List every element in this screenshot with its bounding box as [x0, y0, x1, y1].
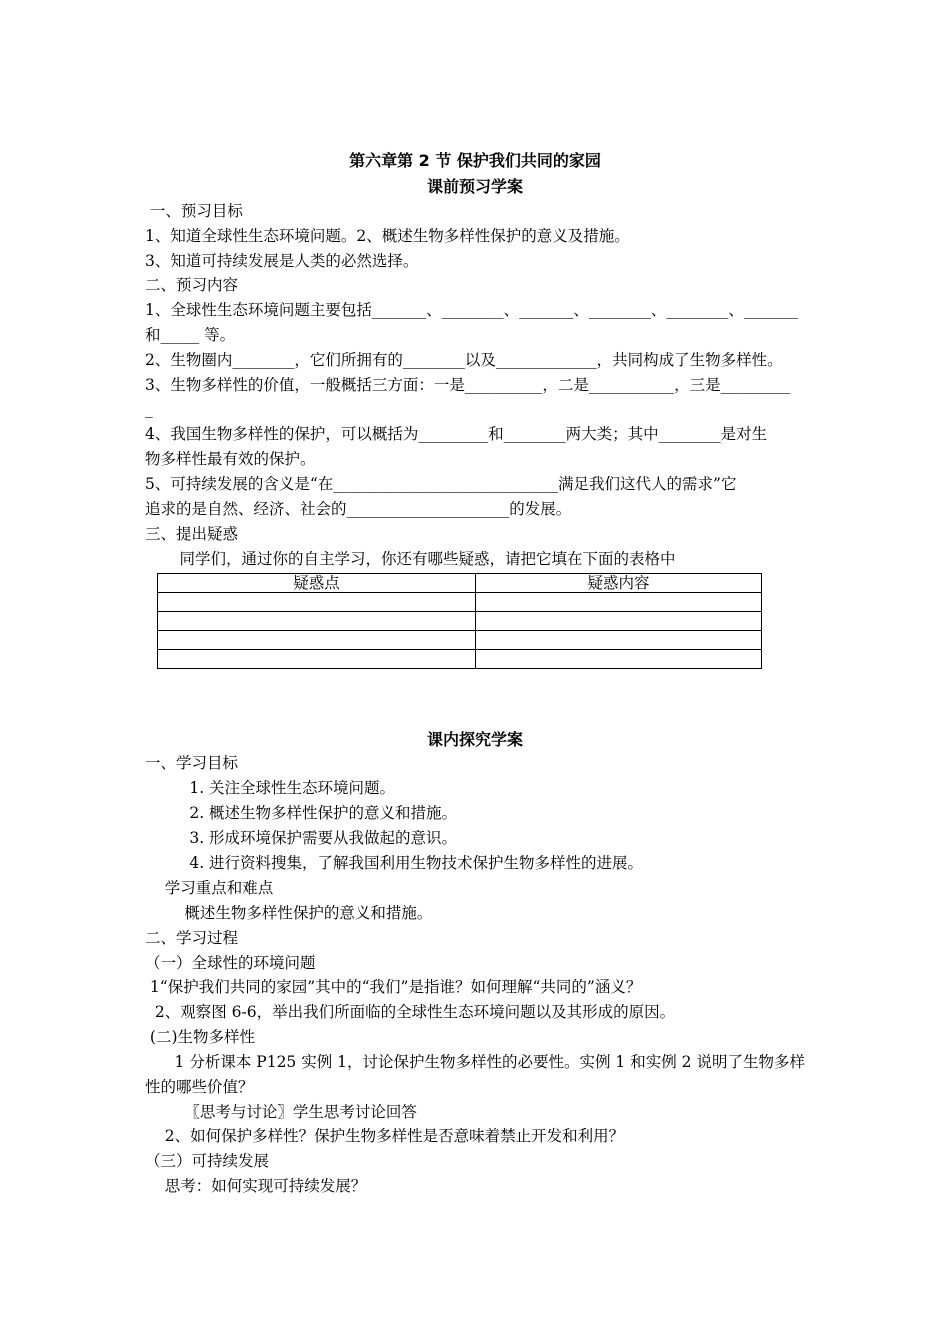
doubts-table: [157, 573, 762, 669]
preview-line: 一、预习目标: [145, 202, 243, 220]
inclass-line: 学习重点和难点: [145, 879, 274, 897]
preview-line: 追求的是自然、经济、社会的_____________________的发展。: [145, 500, 572, 518]
table-cell[interactable]: [476, 612, 762, 631]
table-header: 疑惑内容: [476, 574, 762, 593]
preview-line: 2、生物圈内________，它们所拥有的________以及_____________，共同构成了生物多样性。: [145, 351, 783, 369]
preview-line: 三、提出疑惑: [145, 525, 239, 543]
table-cell[interactable]: [476, 593, 762, 612]
table-row: [158, 631, 762, 650]
table-row: [158, 593, 762, 612]
inclass-line: 2、观察图 6-6，举出我们所面临的全球性生态环境问题以及其形成的原因。: [145, 1003, 676, 1021]
inclass-line: （一）全球性的环境问题: [145, 954, 316, 972]
inclass-subtitle: 课内探究学案: [426, 730, 523, 749]
inclass-line: 二、学习过程: [145, 929, 239, 947]
preview-line: 二、预习内容: [145, 276, 239, 294]
table-header-row: [158, 574, 762, 593]
table-header: 疑惑点: [158, 574, 476, 593]
table-cell[interactable]: [158, 631, 476, 650]
preview-line: 4、我国生物多样性的保护，可以概括为_________和________两大类；其中________是对生: [145, 425, 768, 443]
table-cell[interactable]: [476, 631, 762, 650]
preview-line: 3、知道可持续发展是人类的必然选择。: [145, 252, 419, 270]
preview-line: 物多样性最有效的保护。: [145, 450, 316, 468]
preview-line: 5、可持续发展的含义是“在_____________________________满足我们这代人的需求”它: [145, 475, 737, 493]
inclass-line: 一、学习目标: [145, 754, 239, 772]
inclass-line: 2、如何保护多样性？保护生物多样性是否意味着禁止开发和利用？: [145, 1127, 625, 1145]
table-row: [158, 650, 762, 669]
inclass-line: (二)生物多样性: [145, 1028, 256, 1046]
table-cell[interactable]: [158, 612, 476, 631]
preview-line: 3、生物多样性的价值，一般概括三方面：一是__________，二是___________，三是_________: [145, 376, 791, 394]
preview-subtitle: 课前预习学案: [426, 177, 523, 196]
preview-line: _: [145, 400, 153, 418]
inclass-line: （三）可持续发展: [145, 1152, 270, 1170]
chapter-title: 第六章第 2 节 保护我们共同的家园: [349, 151, 601, 170]
inclass-line: 思考：如何实现可持续发展？: [145, 1177, 367, 1195]
inclass-line: 概述生物多样性保护的意义和措施。: [145, 904, 433, 922]
preview-line: 和_____ 等。: [145, 326, 236, 344]
table-row: [158, 612, 762, 631]
preview-line: 1、知道全球性生态环境问题。2、概述生物多样性保护的意义及措施。: [145, 227, 630, 245]
preview-line: 1、全球性生态环境问题主要包括_______、________、_______、________、________、_______: [145, 301, 799, 319]
inclass-line: 3. 形成环境保护需要从我做起的意识。: [145, 829, 458, 847]
preview-line: 同学们，通过你的自主学习，你还有哪些疑惑，请把它填在下面的表格中: [145, 550, 676, 568]
inclass-line: 4. 进行资料搜集，了解我国利用生物技术保护生物多样性的进展。: [145, 854, 644, 872]
inclass-line: 1“保护我们共同的家园”其中的“我们”是指谁？如何理解“共同的”涵义？: [145, 978, 642, 996]
table-cell[interactable]: [158, 593, 476, 612]
inclass-line: 性的哪些价值？: [145, 1078, 254, 1096]
inclass-line: 1. 关注全球性生态环境问题。: [145, 779, 396, 797]
inclass-line: 2. 概述生物多样性保护的意义和措施。: [145, 804, 458, 822]
inclass-line: 1 分析课本 P125 实例 1，讨论保护生物多样性的必要性。实例 1 和实例 2 说明了生物多样: [145, 1053, 805, 1071]
inclass-line: 〖思考与讨论〗学生思考讨论回答: [145, 1103, 417, 1121]
table-cell[interactable]: [158, 650, 476, 669]
table-cell[interactable]: [476, 650, 762, 669]
